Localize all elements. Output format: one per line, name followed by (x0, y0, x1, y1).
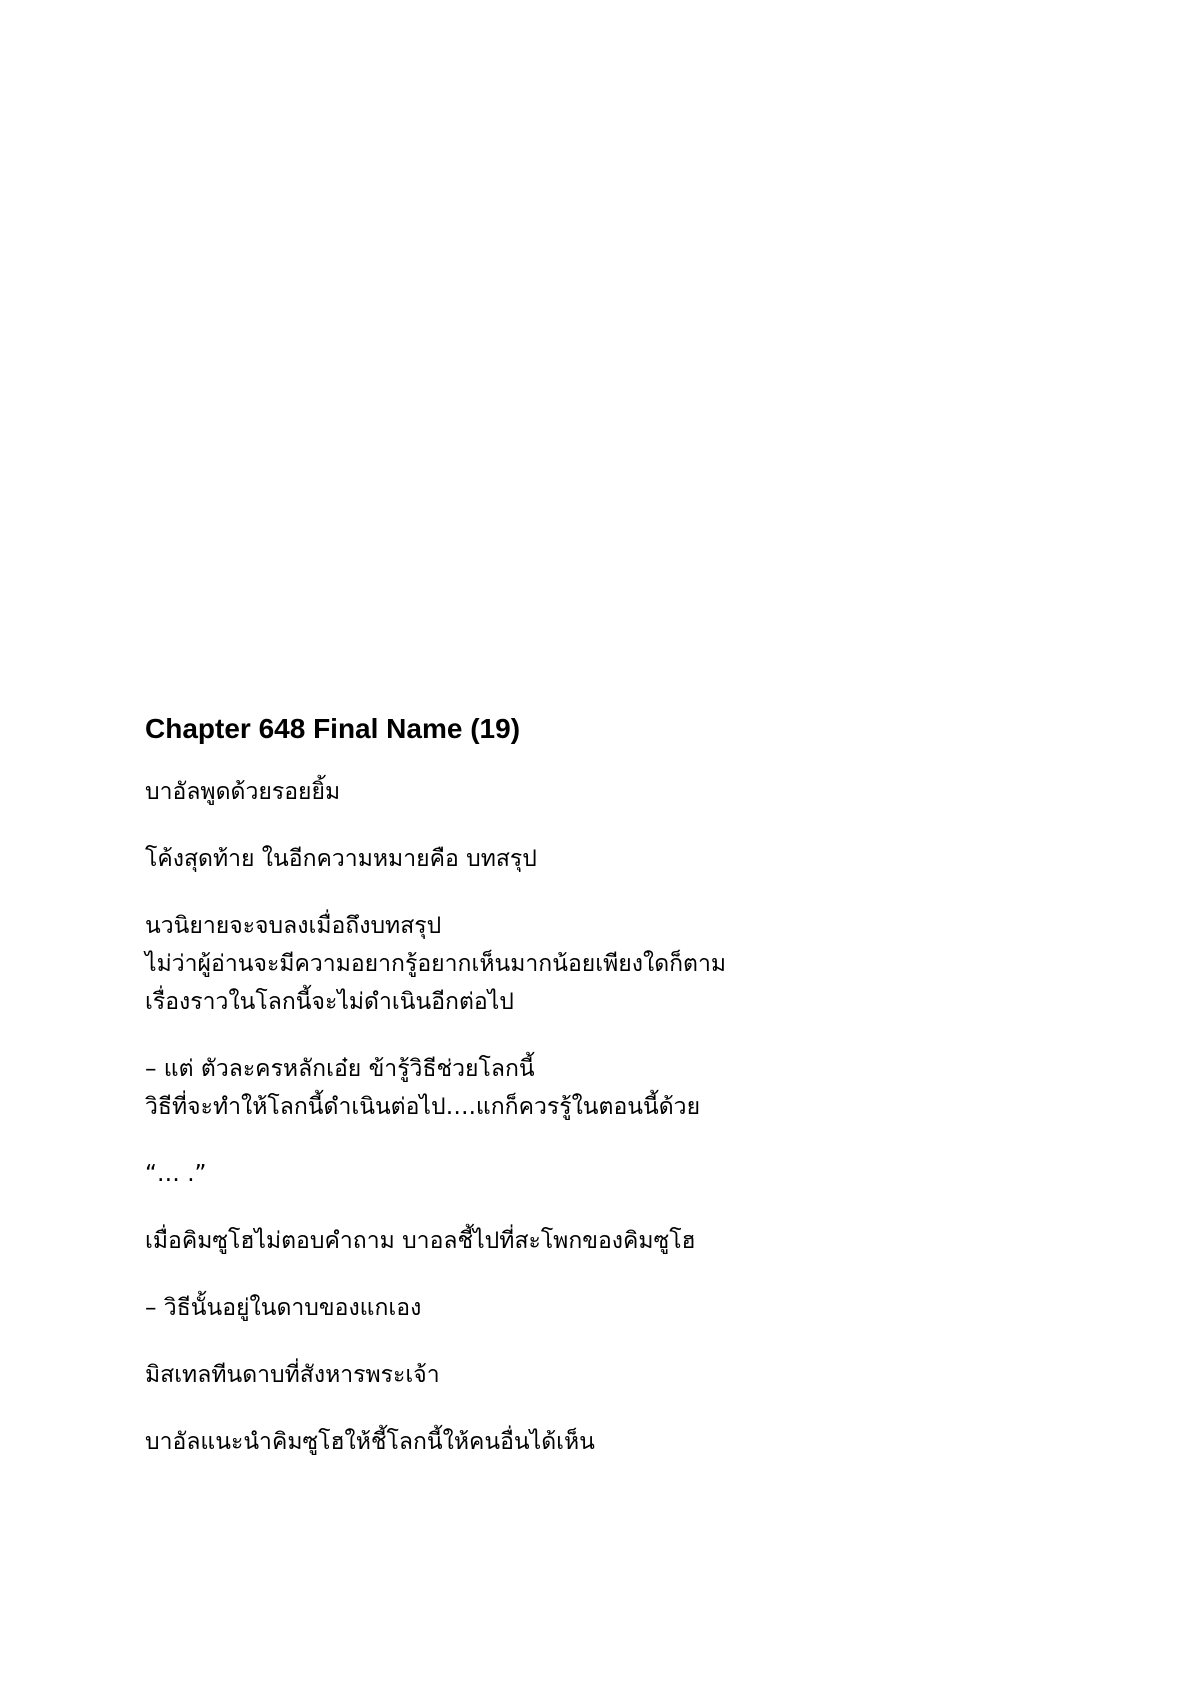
text-line: – แต่ ตัวละครหลักเอ๋ย ข้ารู้วิธีช่วยโลกนี้ (145, 1056, 535, 1082)
text-line: เรื่องราวในโลกนี้จะไม่ดำเนินอีกต่อไป (145, 989, 514, 1015)
paragraph (145, 1289, 1045, 1327)
paragraph (145, 1356, 1045, 1394)
text-line: วิธีที่จะทำให้โลกนี้ดำเนินต่อไป….แกก็ควรรู้ในตอนนี้ด้วย (145, 1094, 701, 1120)
text-line: มิสเทลทีนดาบที่สังหารพระเจ้า (145, 1362, 440, 1388)
text-line: โค้งสุดท้าย ในอีกความหมายคือ บทสรุป (145, 846, 537, 872)
text-line: – วิธีนั้นอยู่ในดาบของแกเอง (145, 1295, 422, 1321)
text-line: บาอัลแนะนำคิมซูโฮให้ชี้โลกนี้ให้คนอื่นได้เห็น (145, 1429, 595, 1455)
paragraph (145, 1050, 1045, 1126)
paragraph (145, 1155, 1045, 1193)
paragraph (145, 1423, 1045, 1461)
text-line: นวนิยายจะจบลงเมื่อถึงบทสรุป (145, 913, 442, 939)
chapter-body (145, 710, 1045, 1490)
text-line: บาอัลพูดด้วยรอยยิ้ม (145, 779, 341, 805)
text-line: ไม่ว่าผู้อ่านจะมีความอยากรู้อยากเห็นมากน้อยเพียงใดก็ตาม (145, 951, 727, 977)
paragraph (145, 840, 1045, 878)
text-line: “… .” (145, 1161, 207, 1187)
text-line: เมื่อคิมซูโฮไม่ตอบคำถาม บาอลชี้ไปที่สะโพกของคิมซูโฮ (145, 1228, 696, 1254)
chapter-title: Chapter 648 Final Name (19) (145, 713, 521, 744)
paragraph (145, 907, 1045, 1021)
paragraph (145, 773, 1045, 811)
paragraph (145, 1222, 1045, 1260)
